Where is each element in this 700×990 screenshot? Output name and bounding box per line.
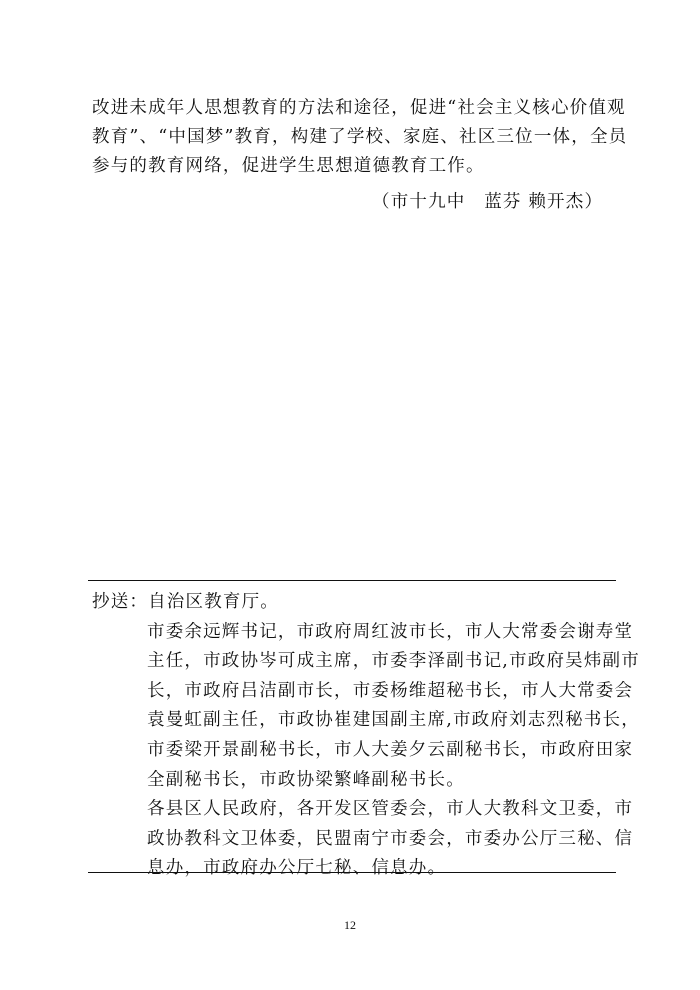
cc-top-divider: [88, 580, 616, 581]
page-number: 12: [344, 918, 356, 932]
body-line: 教育”、“中国梦”教育，构建了学校、家庭、社区三位一体，全员: [92, 127, 628, 147]
body-paragraph: [92, 94, 628, 181]
cc-recipient-line: 各县区人民政府，各开发区管委会，市人大教科文卫委，市: [147, 799, 634, 820]
body-line: 参与的教育网络，促进学生思想道德教育工作。: [92, 156, 485, 176]
cc-recipient-line: 长，市政府吕洁副市长，市委杨维超秘书长，市人大常委会: [147, 680, 634, 701]
cc-recipient-line: 主任，市政协岑可成主席，市委李泽副书记,市政府吴炜副市: [147, 651, 640, 672]
author-signature: （市十九中 蓝芬 赖开杰）: [372, 192, 604, 212]
cc-distribution-block: [92, 588, 640, 884]
cc-recipient-line: 市委余远辉书记，市政府周红波市长，市人大常委会谢寿堂: [147, 621, 634, 642]
cc-recipient-line: 息办，市政府办公厅七秘、信息办。: [147, 858, 447, 879]
cc-recipient-line: 市委梁开景副秘书长，市人大姜夕云副秘书长，市政府田家: [147, 739, 634, 760]
cc-first-line: 抄送：自治区教育厅。: [92, 592, 279, 612]
cc-recipient-line: 袁曼虹副主任，市政协崔建国副主席,市政府刘志烈秘书长，: [147, 710, 640, 731]
cc-bottom-divider: [88, 872, 616, 873]
cc-recipient-line: 全副秘书长，市政协梁繁峰副秘书长。: [147, 769, 465, 790]
body-line: 改进未成年人思想教育的方法和途径，促进“社会主义核心价值观: [92, 98, 626, 118]
cc-recipient-line: 政协教科文卫体委，民盟南宁市委会，市委办公厅三秘、信: [147, 828, 634, 849]
